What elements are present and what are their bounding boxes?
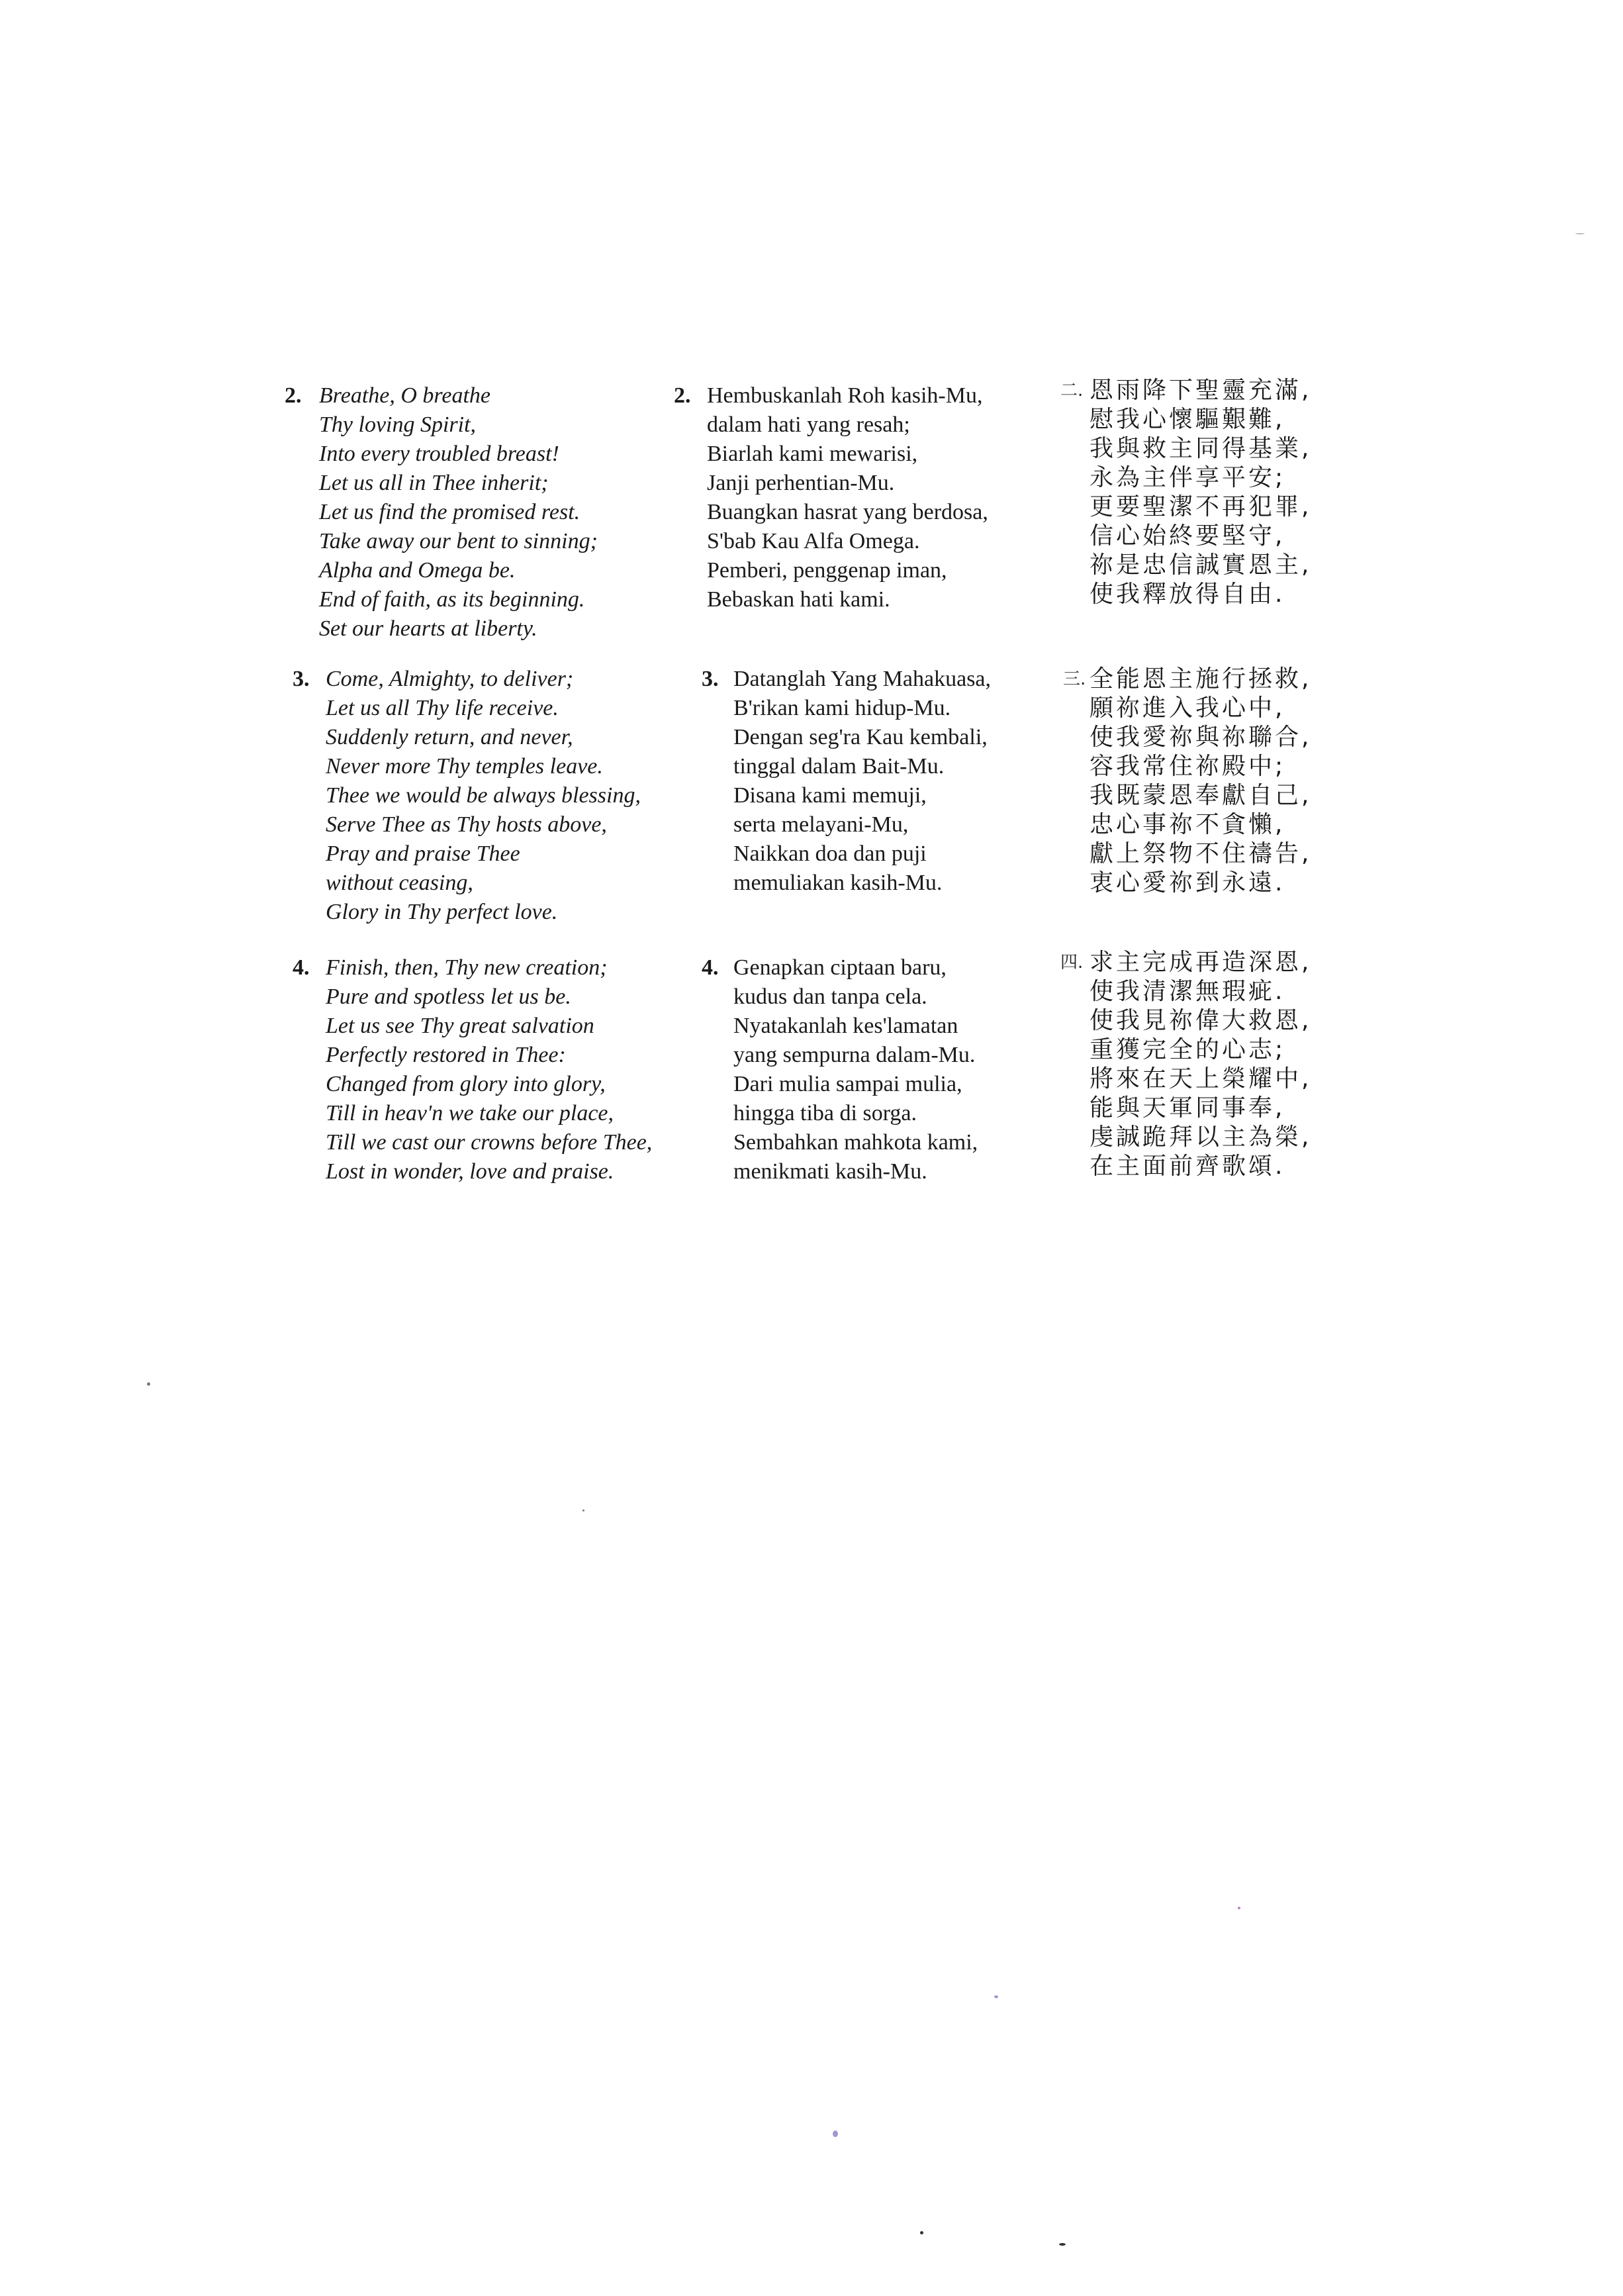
lyric-line: Let us see Thy great salvation — [326, 1014, 594, 1038]
lyric-line: 永為主伴享平安; — [1090, 464, 1286, 491]
stanza-lines — [319, 381, 598, 644]
lyric-line: Thy loving Spirit, — [319, 412, 477, 437]
lyric-line: 使我見祢偉大救恩, — [1090, 1007, 1312, 1034]
lyric-line: Naikkan doa dan puji — [733, 841, 927, 866]
lyric-line: tinggal dalam Bait-Mu. — [733, 754, 945, 779]
lyric-line: Glory in Thy perfect love. — [326, 900, 558, 924]
lyric-line: Sembahkan mahkota kami, — [733, 1130, 978, 1155]
scan-speck — [147, 1382, 150, 1386]
lyric-line: Dari mulia sampai mulia, — [733, 1072, 962, 1096]
lyric-line: Till in heav'n we take our place, — [326, 1101, 614, 1125]
lyric-line: Pure and spotless let us be. — [326, 984, 571, 1009]
stanza-number: 4. — [702, 955, 719, 980]
stanza-lines — [1090, 376, 1311, 609]
lyric-line: Suddenly return, and never, — [326, 725, 573, 749]
lyric-line: 全能恩主施行拯救, — [1090, 665, 1312, 693]
lyric-line: Never more Thy temples leave. — [326, 754, 603, 779]
lyric-line: Dengan seg'ra Kau kembali, — [733, 725, 988, 749]
scan-speck — [1059, 2243, 1066, 2246]
lyric-line: Nyatakanlah kes'lamatan — [733, 1014, 958, 1038]
lyric-line: Changed from glory into glory, — [326, 1072, 606, 1096]
lyric-line: Let us all Thy life receive. — [326, 696, 559, 720]
lyric-line: Let us find the promised rest. — [319, 500, 580, 524]
lyric-line: 虔誠跪拜以主為榮, — [1090, 1124, 1312, 1151]
lyric-line: Pray and praise Thee — [326, 841, 520, 866]
stanza-lines — [733, 665, 991, 898]
lyric-line: Janji perhentian-Mu. — [707, 471, 895, 495]
lyric-line: End of faith, as its beginning. — [319, 587, 585, 612]
lyric-line: Genapkan ciptaan baru, — [733, 955, 947, 980]
stanza-number: 二. — [1060, 381, 1084, 401]
stanza-lines — [1090, 948, 1311, 1181]
stanza-lines — [707, 381, 988, 614]
lyric-line: S'bab Kau Alfa Omega. — [707, 529, 920, 553]
lyric-line: Into every troubled breast! — [319, 442, 559, 466]
scan-speck — [582, 1509, 584, 1511]
lyric-line: memuliakan kasih-Mu. — [733, 871, 943, 895]
stanza-number: 2. — [674, 383, 691, 408]
lyric-line: Breathe, O breathe — [319, 383, 491, 408]
lyric-line: kudus dan tanpa cela. — [733, 984, 927, 1009]
stanza-number: 3. — [702, 667, 719, 691]
lyric-line: Bebaskan hati kami. — [707, 587, 890, 612]
stanza-number: 2. — [285, 383, 302, 408]
lyric-line: 恩雨降下聖靈充滿, — [1090, 377, 1312, 404]
scan-speck — [994, 1995, 998, 1998]
scan-speck — [1238, 1907, 1240, 1909]
lyric-line: Hembuskanlah Roh kasih-Mu, — [707, 383, 983, 408]
stanza-lines — [326, 665, 641, 927]
lyric-line: 重獲完全的心志; — [1090, 1036, 1286, 1063]
lyric-line: 更要聖潔不再犯罪, — [1090, 493, 1312, 520]
lyric-line: 我與救主同得基業, — [1090, 435, 1312, 462]
scan-speck — [1575, 233, 1585, 234]
lyric-line: 使我愛祢與祢聯合, — [1090, 724, 1312, 751]
lyric-line: Disana kami memuji, — [733, 783, 927, 808]
lyric-line: Thee we would be always blessing, — [326, 783, 641, 808]
lyric-line: 能與天軍同事奉, — [1090, 1094, 1285, 1122]
stanza-number: 三. — [1063, 669, 1086, 689]
lyric-line: Set our hearts at liberty. — [319, 616, 537, 641]
lyric-line: 在主面前齊歌頌. — [1090, 1153, 1285, 1180]
lyric-line: 容我常住祢殿中; — [1090, 753, 1286, 780]
stanza-number: 3. — [293, 667, 310, 691]
scan-speck — [833, 2130, 838, 2137]
scan-speck — [920, 2231, 923, 2234]
lyric-line: Take away our bent to sinning; — [319, 529, 598, 553]
lyric-line: 信心始終要堅守, — [1090, 522, 1285, 550]
lyric-line: 我既蒙恩奉獻自己, — [1090, 782, 1312, 809]
lyric-line: Datanglah Yang Mahakuasa, — [733, 667, 992, 691]
lyric-line: Let us all in Thee inherit; — [319, 471, 549, 495]
lyric-line: serta melayani-Mu, — [733, 812, 909, 837]
lyric-line: 願祢進入我心中, — [1090, 694, 1285, 722]
lyric-line: 求主完成再造深恩, — [1090, 949, 1312, 976]
lyric-line: 使我清潔無瑕疵. — [1090, 978, 1285, 1005]
lyric-line: Serve Thee as Thy hosts above, — [326, 812, 607, 837]
lyric-line: Alpha and Omega be. — [319, 558, 516, 583]
lyric-line: 使我釋放得自由. — [1090, 581, 1285, 608]
lyric-line: Lost in wonder, love and praise. — [326, 1159, 614, 1184]
lyric-line: Finish, then, Thy new creation; — [326, 955, 608, 980]
lyric-line: dalam hati yang resah; — [707, 412, 910, 437]
lyric-line: menikmati kasih-Mu. — [733, 1159, 927, 1184]
lyric-line: 衷心愛祢到永遠. — [1090, 869, 1285, 896]
lyric-line: 忠心事祢不貪懶, — [1090, 811, 1285, 838]
lyric-line: Come, Almighty, to deliver; — [326, 667, 574, 691]
stanza-number: 四. — [1060, 953, 1084, 973]
lyric-line: yang sempurna dalam-Mu. — [733, 1043, 976, 1067]
lyric-line: Till we cast our crowns before Thee, — [326, 1130, 653, 1155]
lyric-line: 慰我心懷驅艱難, — [1090, 406, 1285, 433]
stanza-lines — [1090, 665, 1311, 898]
stanza-number: 4. — [293, 955, 310, 980]
lyric-line: hingga tiba di sorga. — [733, 1101, 917, 1125]
lyric-line: Biarlah kami mewarisi, — [707, 442, 918, 466]
lyric-line: B'rikan kami hidup-Mu. — [733, 696, 951, 720]
lyric-line: Buangkan hasrat yang berdosa, — [707, 500, 988, 524]
lyric-line: Pemberi, penggenap iman, — [707, 558, 947, 583]
stanza-lines — [326, 953, 652, 1186]
lyric-line: 祢是忠信誠實恩主, — [1090, 551, 1312, 579]
lyric-line: Perfectly restored in Thee: — [326, 1043, 566, 1067]
lyric-line: without ceasing, — [326, 871, 473, 895]
stanza-lines — [733, 953, 978, 1186]
lyric-line: 獻上祭物不住禱告, — [1090, 840, 1312, 867]
lyric-line: 將來在天上榮耀中, — [1090, 1065, 1312, 1092]
